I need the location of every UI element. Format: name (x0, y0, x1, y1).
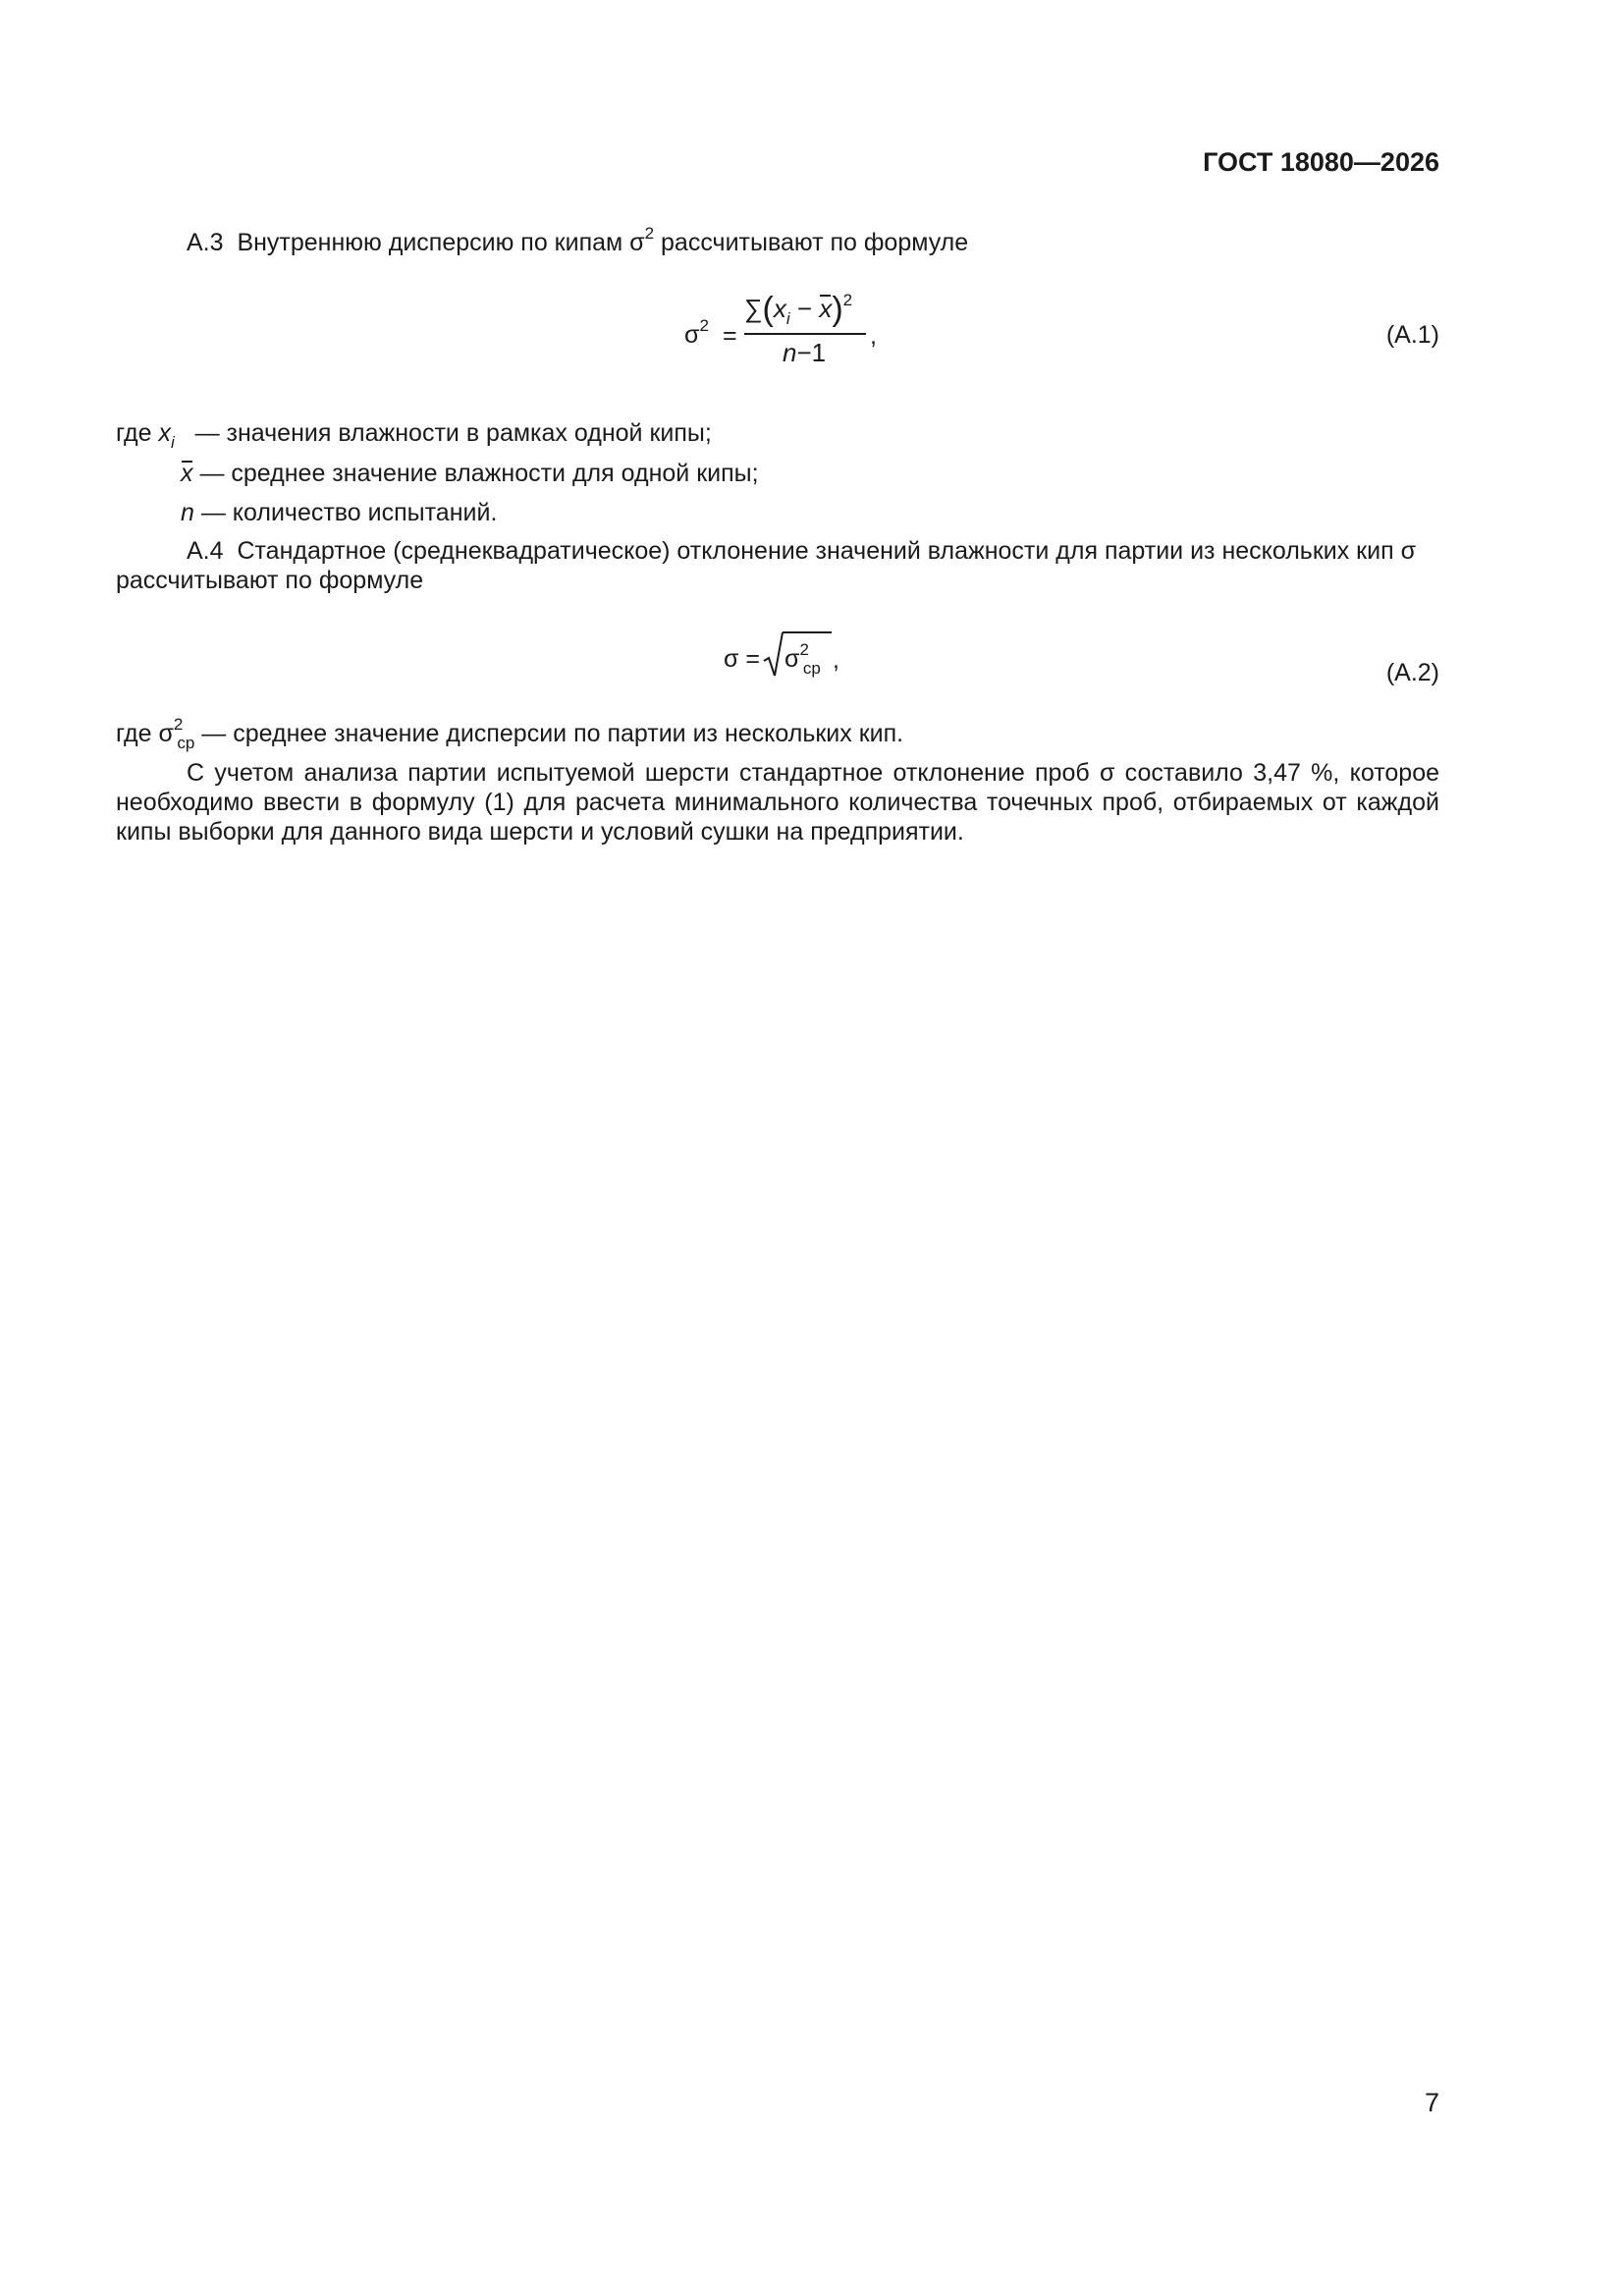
minus-sign: − (796, 338, 812, 367)
definition-text: — значения влажности в рамках одной кипы; (194, 419, 712, 447)
where-line-sigma-sr (116, 715, 904, 752)
fraction-bar (744, 333, 866, 335)
where-line-n (181, 498, 497, 527)
equals-sign: = (745, 645, 760, 673)
variable-x-bar: x (181, 460, 193, 487)
exponent: 2 (173, 715, 184, 734)
clause-number: А.4 (187, 537, 224, 565)
clause-text: Внутреннюю дисперсию по кипам (237, 229, 623, 256)
variable-x-bar: x (819, 294, 833, 323)
where-lead: где (116, 720, 152, 747)
exponent: 2 (799, 640, 809, 659)
variable-n: n (783, 338, 797, 367)
clause-text: Стандартное (среднеквадратическое) отклонение значений влажности для партии из нескольких кип σ (237, 537, 1416, 565)
formula-lhs (724, 644, 760, 674)
formula-lhs (684, 316, 709, 353)
exponent: 2 (842, 291, 853, 309)
clause-text-tail: рассчитывают по формуле (661, 229, 969, 256)
minus-sign: − (796, 294, 813, 323)
formula-numerator (744, 291, 852, 328)
variable-n: n (181, 499, 194, 526)
definition-text: — среднее значение влажности для одной кипы; (199, 460, 759, 487)
sigma-symbol: σ (684, 321, 700, 349)
variable-x: x (158, 419, 171, 447)
radical-sign-icon (763, 631, 784, 679)
clause-a4-line2: рассчитывают по формуле (116, 567, 424, 594)
subscript-i: i (785, 309, 790, 328)
where-line-x (116, 418, 712, 451)
formula-comma: , (870, 322, 877, 350)
formula-number-a1: (А.1) (1385, 321, 1439, 349)
formula-denominator (783, 338, 826, 367)
definition-text: — среднее значение дисперсии по партии из нескольких кип. (201, 720, 904, 747)
right-paren: ) (832, 291, 843, 328)
sigma-symbol: σ (158, 720, 174, 747)
clause-number: А.3 (187, 229, 224, 256)
formula-comma: , (833, 646, 839, 674)
formula-number-a2: (А.2) (1385, 659, 1439, 686)
equals-sign: = (723, 322, 737, 350)
left-paren: ( (762, 291, 774, 328)
document-code-header: ГОСТ 18080—2026 (1203, 147, 1439, 177)
definition-text: — количество испытаний. (200, 499, 498, 526)
conclusion-paragraph: С учетом анализа партии испытуемой шерсти стандартное отклонение проб σ составило 3,47 %, которое необходимо ввести в формулу (1) для расчета минимального количества точечных проб, отбираемых от каждой кипы выборки для данного вида шерсти и условий сушки на предприятии. (116, 759, 1439, 846)
exponent: 2 (644, 224, 655, 243)
subscript-sr: ср (802, 659, 821, 678)
sigma-symbol: σ (784, 645, 800, 673)
subscript-i: i (170, 433, 175, 452)
subscript-sr: ср (177, 734, 195, 752)
where-lead: где (116, 419, 152, 447)
summation-symbol: ∑ (744, 294, 763, 323)
exponent: 2 (699, 316, 709, 335)
sigma-symbol: σ (629, 229, 645, 256)
variable-x: x (773, 294, 786, 323)
clause-a4-line1 (187, 536, 1416, 566)
number-one: 1 (811, 338, 827, 367)
radical-bar (783, 631, 832, 633)
clause-a3-intro (187, 224, 969, 260)
radicand (784, 640, 821, 678)
sigma-symbol: σ (724, 645, 739, 673)
where-line-xbar (181, 459, 759, 488)
page-number: 7 (1424, 2088, 1439, 2117)
